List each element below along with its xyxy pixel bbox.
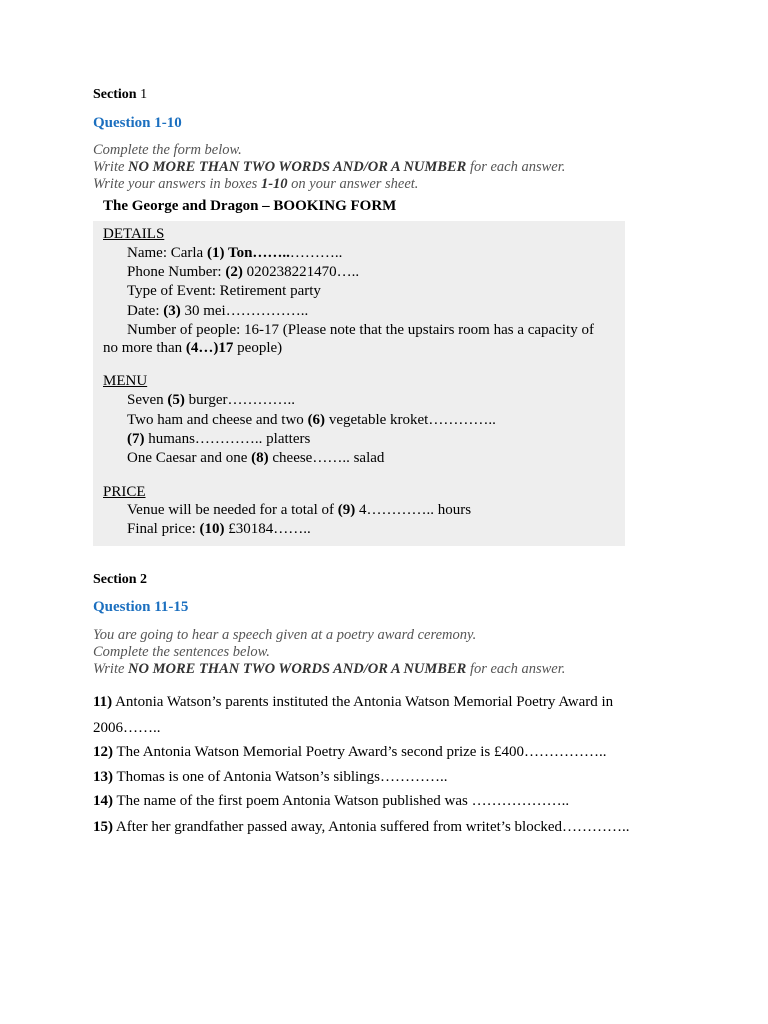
phone-field: Phone Number: (2) 020238221470….. xyxy=(127,264,360,280)
instruction-line: Write your answers in boxes 1-10 on your answer sheet. xyxy=(93,176,419,192)
menu-item: Seven (5) burger………….. xyxy=(127,392,296,408)
price-heading: PRICE xyxy=(103,484,146,500)
instructions-1 xyxy=(93,142,565,193)
details-heading: DETAILS xyxy=(103,226,165,242)
question-range-1: Question 1-10 xyxy=(93,115,182,131)
section-2-heading: Section 2 xyxy=(93,572,148,587)
instruction-line: Write NO MORE THAN TWO WORDS AND/OR A NUMBER for each answer. xyxy=(93,661,566,677)
venue-field: Venue will be needed for a total of (9) 4………….. hours xyxy=(127,502,472,518)
question-14: 14) The name of the first poem Antonia Watson published was ……………….. xyxy=(93,793,570,809)
instruction-line: Complete the sentences below. xyxy=(93,644,270,660)
event-type-field: Type of Event: Retirement party xyxy=(127,283,321,299)
section-number: 1 xyxy=(140,87,148,102)
section-label: Section xyxy=(93,87,137,102)
menu-item: Two ham and cheese and two (6) vegetable kroket………….. xyxy=(127,412,496,428)
section-1-heading xyxy=(93,87,147,103)
instruction-line: You are going to hear a speech given at a poetry award ceremony. xyxy=(93,627,477,643)
form-title: The George and Dragon – BOOKING FORM xyxy=(103,198,397,214)
instruction-line: Write NO MORE THAN TWO WORDS AND/OR A NUMBER for each answer. xyxy=(93,159,566,175)
question-13: 13) Thomas is one of Antonia Watson’s siblings………….. xyxy=(93,769,448,785)
name-field: Name: Carla (1) Ton……..……….. xyxy=(127,245,343,261)
question-12: 12) The Antonia Watson Memorial Poetry Award’s second prize is £400…………….. xyxy=(93,744,607,760)
menu-item: One Caesar and one (8) cheese…….. salad xyxy=(127,450,385,466)
instructions-2 xyxy=(93,627,565,678)
people-field: Number of people: 16-17 (Please note that the upstairs room has a capacity of xyxy=(127,322,594,338)
instruction-line: Complete the form below. xyxy=(93,142,242,158)
question-range-2: Question 11-15 xyxy=(93,599,189,615)
date-field: Date: (3) 30 mei…………….. xyxy=(127,303,309,319)
final-price-field: Final price: (10) £30184…….. xyxy=(127,521,311,537)
question-15: 15) After her grandfather passed away, Antonia suffered from writet’s blocked………….. xyxy=(93,819,630,835)
people-field-cont: no more than (4…)17 people) xyxy=(103,340,283,356)
question-11-cont: 2006…….. xyxy=(93,720,161,736)
menu-heading: MENU xyxy=(103,373,148,389)
question-11: 11) Antonia Watson’s parents instituted the Antonia Watson Memorial Poetry Award in xyxy=(93,694,614,710)
menu-item: (7) humans………….. platters xyxy=(127,431,311,447)
